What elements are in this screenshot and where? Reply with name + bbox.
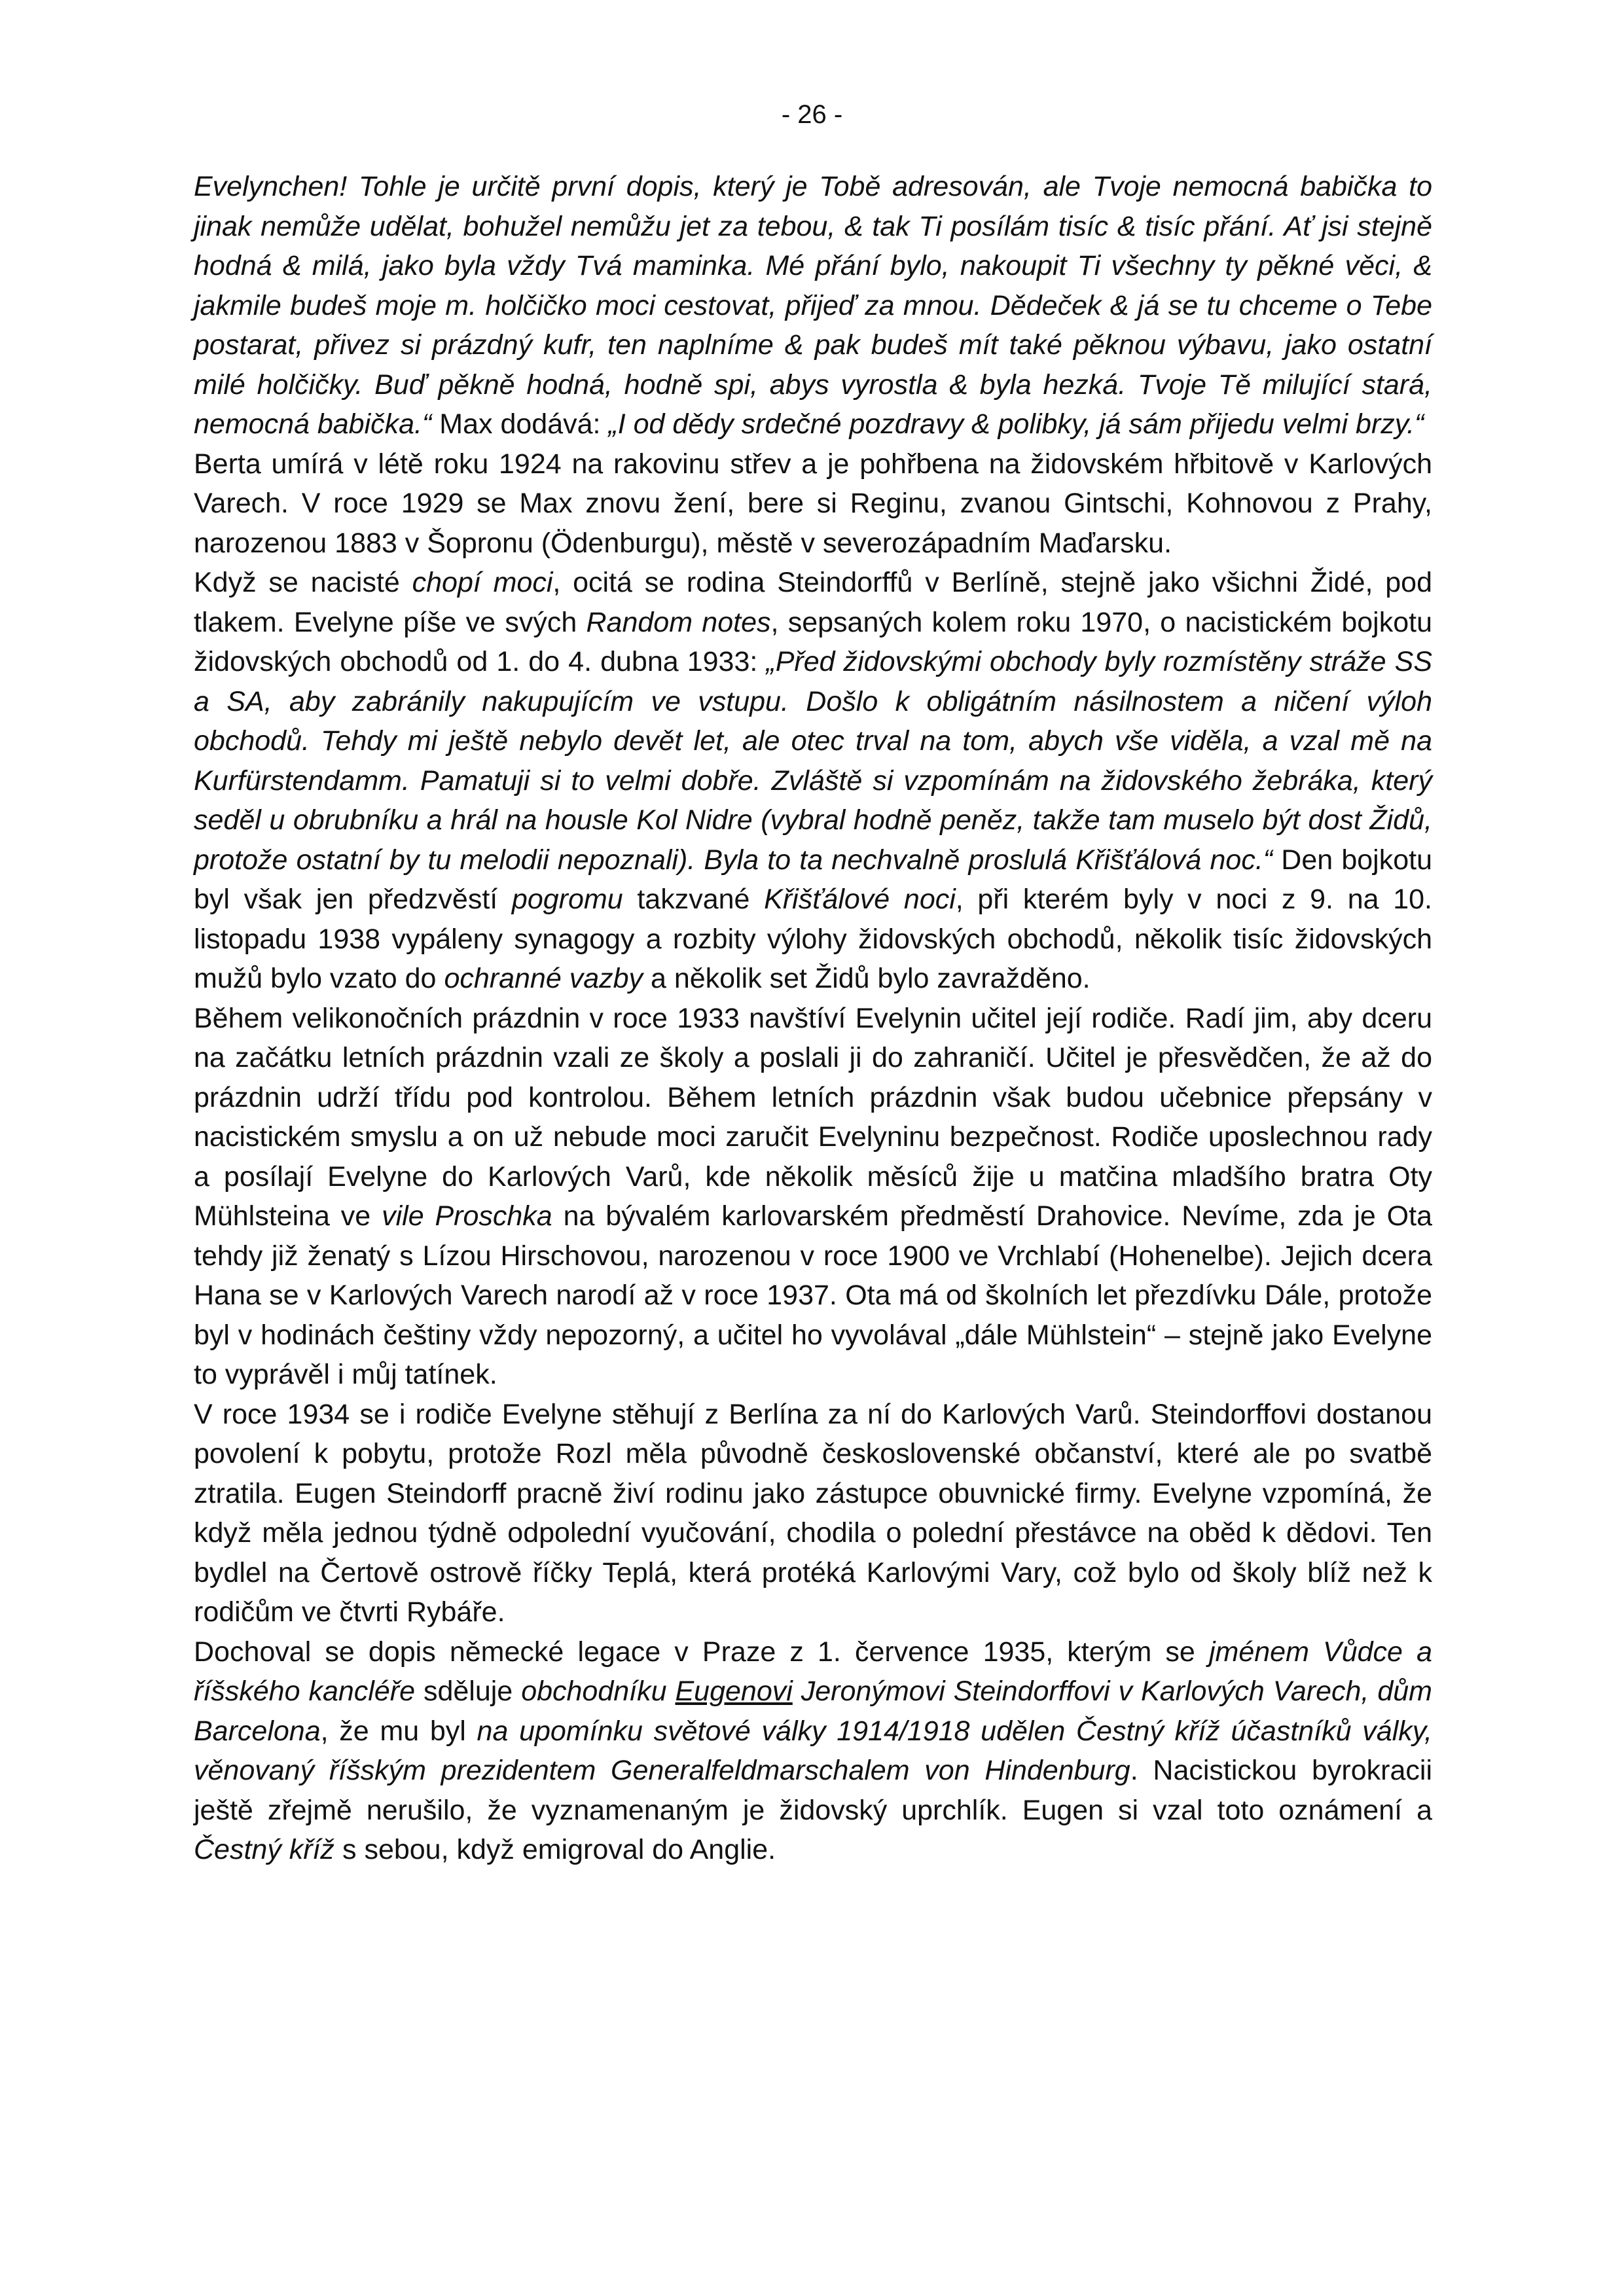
text-segment: , při kterém byly v noci z 9. na 10. listopadu 1938 vypáleny synagogy a rozbity výlohy židovských obchodů, několik tisíc židovských mužů bylo vzato do — [194, 884, 1432, 994]
text-segment: na bývalém karlovarském předměstí Drahovice. Nevíme, zda je Ota tehdy již ženatý s Lízou Hirschovou, narozenou v roce 1900 ve Vrchlabí (Hohenelbe). Jejich dcera Hana se v Karlových Varech narodí až v roce 1937. Ota má od školních let přezdívku Dále, protože byl v hodinách češtiny vždy nepozorný, a učitel ho vyvolával „dále Mühlstein“ – stejně jako Evelyne to vyprávěl i můj tatínek. — [194, 1200, 1432, 1390]
text-segment: Evelynchen! Tohle je určitě první dopis, který je Tobě adresován, ale Tvoje nemocná babička to jinak nemůže udělat, bohužel nemůžu jet za tebou, & tak Ti posílám tisíc & tisíc přání. Ať jsi stejně hodná & milá, jako byla vždy Tvá maminka. Mé přání bylo, nakoupit Ti všechny ty pěkné věci, & jakmile budeš moje m. holčičko moci cestovat, přijeď za mnou. Dědeček & já se tu chceme o Tebe postarat, přivez si prázdný kufr, ten naplníme & pak budeš mít také pěknou výbavu, jako ostatní milé holčičky. Buď pěkně hodná, hodně spi, abys vyrostla & byla hezká. Tvoje Tě milující stará, nemocná babička.“ — [194, 171, 1432, 440]
text-segment: Křišťálové noci — [764, 884, 956, 915]
text-segment: „Před židovskými obchody byly rozmístěny stráže SS a SA, aby zabránily nakupujícím ve vstupu. Došlo k obligátním násilnostem a ničení výloh obchodů. Tehdy mi ještě nebylo devět let, ale otec trval na tom, abych vše viděla, a vzal mě na Kurfürstendamm. Pamatuji si to velmi dobře. Zvláště si vzpomínám na židovského žebráka, který seděl u obrubníku a hrál na housle Kol Nidre (vybral hodně peněz, takže tam muselo být dost Židů, protože ostatní by tu melodii nepoznali). Byla to ta nechvalně proslulá Křišťálová noc.“ — [194, 646, 1432, 876]
text-segment: „I od dědy srdečné pozdravy & polibky, já sám přijedu velmi brzy.“ — [608, 408, 1424, 440]
text-segment: Den bojkotu byl však jen předzvěstí — [194, 844, 1432, 915]
text-segment: Dochoval se dopis německé legace v Praze z 1. července 1935, kterým se — [194, 1636, 1209, 1668]
text-segment: Během velikonočních prázdnin v roce 1933 navštíví Evelynin učitel její rodiče. Radí jim, aby dceru na začátku letních prázdnin vzali ze školy a poslali ji do zahraničí. Učitel je přesvědčen, že až do prázdnin udrží třídu pod kontrolou. Během letních prázdnin však budou učebnice přepsány v nacistickém smyslu a on už nebude moci zaručit Evelyninu bezpečnost. Rodiče uposlechnou rady a posílají Evelyne do Karlových Varů, kde několik měsíců žije u matčina mladšího bratra Oty Mühlsteina ve — [194, 1002, 1432, 1232]
text-segment: pogromu — [511, 884, 623, 915]
text-segment: sděluje — [415, 1676, 522, 1707]
paragraph-easter — [194, 999, 1432, 1395]
text-segment: Když se nacisté — [194, 567, 412, 598]
text-segment-underlined: Eugenovi — [675, 1676, 793, 1707]
text-segment: , že mu byl — [320, 1715, 477, 1747]
paragraph-1934 — [194, 1395, 1432, 1632]
text-segment: Random notes — [586, 606, 771, 638]
text-segment: V roce 1934 se i rodiče Evelyne stěhují z Berlína za ní do Karlových Varů. Steindorffovi dostanou povolení k pobytu, protože Rozl měla původně československé občanství, které ale po svatbě ztratila. Eugen Steindorff pracně živí rodinu jako zástupce obuvnické firmy. Evelyne vzpomíná, že když měla jednou týdně odpolední vyučování, chodila o polední přestávce na oběd k dědovi. Ten bydlel na Čertově ostrově říčky Teplá, která protéká Karlovými Vary, což bylo od školy blíž než k rodičům ve čtvrti Rybáře. — [194, 1398, 1432, 1628]
text-segment: takzvané — [623, 884, 765, 915]
text-segment: vile Proschka — [382, 1200, 552, 1232]
paragraph-letter — [194, 167, 1432, 444]
text-segment: . Nacistickou byrokracii ještě zřejmě nerušilo, že vyznamenaným je židovský uprchlík. Eugen si vzal toto oznámení a — [194, 1755, 1432, 1826]
paragraph-boycott — [194, 563, 1432, 999]
text-segment: , sepsaných kolem roku 1970, o nacistickém bojkotu židovských obchodů od 1. do 4. dubna 1933: — [194, 606, 1432, 677]
document-body — [194, 167, 1432, 1870]
text-segment: ochranné vazby — [444, 963, 643, 994]
text-segment: a několik set Židů bylo zavražděno. — [643, 963, 1091, 994]
text-segment: chopí moci — [412, 567, 553, 598]
paragraph-berta — [194, 444, 1432, 564]
paragraph-legation — [194, 1632, 1432, 1870]
text-segment: obchodníku — [521, 1676, 676, 1707]
text-segment: Max dodává: — [431, 408, 609, 440]
text-segment: Čestný kříž — [194, 1834, 335, 1865]
text-segment: na upomínku světové války 1914/1918 udělen Čestný kříž účastníků války, věnovaný říšským prezidentem Generalfeldmarschalem von Hindenburg — [194, 1715, 1433, 1786]
text-segment: s sebou, když emigroval do Anglie. — [334, 1834, 776, 1865]
text-segment: , ocitá se rodina Steindorffů v Berlíně, stejně jako všichni Židé, pod tlakem. Evelyne píše ve svých — [194, 567, 1432, 638]
text-segment: Berta umírá v létě roku 1924 na rakovinu střev a je pohřbena na židovském hřbitově v Karlových Varech. V roce 1929 se Max znovu žení, bere si Reginu, zvanou Gintschi, Kohnovou z Prahy, narozenou 1883 v Šopronu (Ödenburgu), městě v severozápadním Maďarsku. — [194, 448, 1432, 559]
text-segment: jménem Vůdce a říšského kancléře — [194, 1636, 1432, 1707]
text-segment: Jeronýmovi Steindorffovi v Karlových Varech, dům Barcelona — [194, 1676, 1432, 1747]
page-number: - 26 - — [781, 100, 843, 129]
